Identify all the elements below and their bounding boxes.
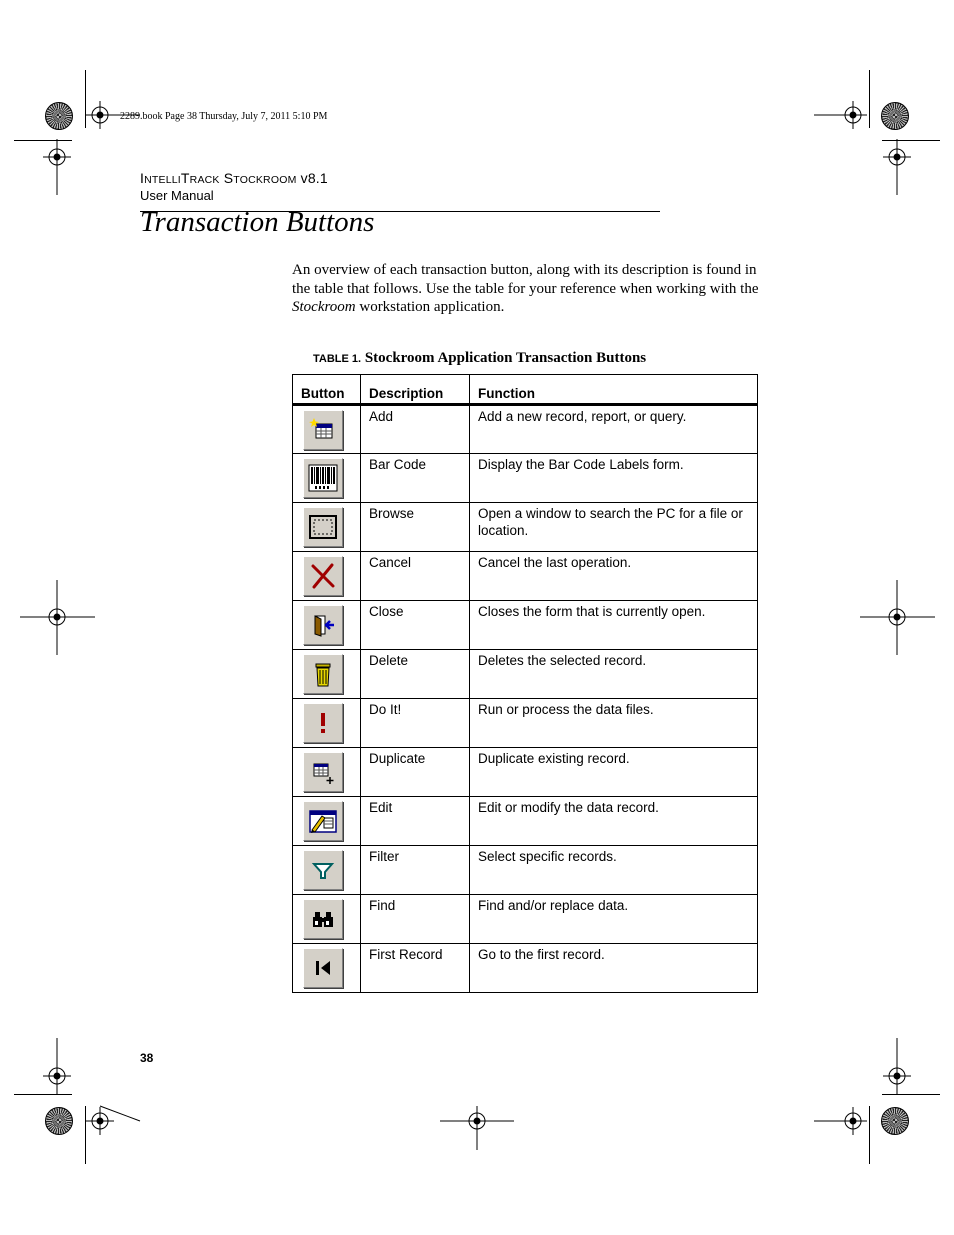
barcode-icon bbox=[303, 458, 343, 498]
table-row bbox=[293, 503, 758, 552]
cancel-icon bbox=[303, 556, 343, 596]
trash-can-icon bbox=[303, 654, 343, 694]
intro-paragraph: An overview of each transaction button, along with its description is found in the table that follows. Use the table for your reference when working with the Stockroom workstation application. bbox=[292, 262, 759, 315]
row-description: Bar Code bbox=[361, 454, 470, 503]
add-record-icon bbox=[303, 410, 343, 450]
transaction-buttons-table bbox=[292, 374, 758, 993]
first-record-icon bbox=[303, 948, 343, 988]
row-description: Do It! bbox=[361, 699, 470, 748]
row-function: Go to the first record. bbox=[470, 944, 758, 993]
row-function: Find and/or replace data. bbox=[470, 895, 758, 944]
row-description: Close bbox=[361, 601, 470, 650]
page-number: 38 bbox=[140, 1051, 154, 1065]
row-description: Cancel bbox=[361, 552, 470, 601]
row-function: Add a new record, report, or query. bbox=[470, 405, 758, 454]
table-row bbox=[293, 797, 758, 846]
table-caption: TABLE 1. Stockroom Application Transaction Buttons bbox=[313, 350, 647, 366]
row-function: Deletes the selected record. bbox=[470, 650, 758, 699]
row-function: Closes the form that is currently open. bbox=[470, 601, 758, 650]
row-description: Browse bbox=[361, 503, 470, 552]
table-row bbox=[293, 699, 758, 748]
table-row bbox=[293, 454, 758, 503]
column-header-function: Function bbox=[470, 375, 758, 405]
table-row bbox=[293, 650, 758, 699]
row-function: Cancel the last operation. bbox=[470, 552, 758, 601]
edit-pencil-icon bbox=[303, 801, 343, 841]
column-header-description: Description bbox=[361, 375, 470, 405]
close-door-icon bbox=[303, 605, 343, 645]
row-description: Duplicate bbox=[361, 748, 470, 797]
table-row bbox=[293, 748, 758, 797]
exclamation-icon bbox=[303, 703, 343, 743]
running-title: INTELLITRACK STOCKROOM v8.1 bbox=[140, 170, 328, 186]
row-description: Find bbox=[361, 895, 470, 944]
row-function: Select specific records. bbox=[470, 846, 758, 895]
table-header-row bbox=[293, 375, 758, 405]
browse-icon bbox=[303, 507, 343, 547]
page-title: Transaction Buttons bbox=[140, 206, 375, 238]
row-function: Open a window to search the PC for a file or location. bbox=[470, 503, 758, 552]
row-description: Delete bbox=[361, 650, 470, 699]
table-row bbox=[293, 846, 758, 895]
row-function: Edit or modify the data record. bbox=[470, 797, 758, 846]
table-row bbox=[293, 552, 758, 601]
row-description: Filter bbox=[361, 846, 470, 895]
row-description: Edit bbox=[361, 797, 470, 846]
row-description: Add bbox=[361, 405, 470, 454]
table-row bbox=[293, 601, 758, 650]
row-function: Duplicate existing record. bbox=[470, 748, 758, 797]
column-header-button: Button bbox=[293, 375, 361, 405]
row-function: Run or process the data files. bbox=[470, 699, 758, 748]
table-row bbox=[293, 895, 758, 944]
table-row bbox=[293, 944, 758, 993]
row-description: First Record bbox=[361, 944, 470, 993]
table-row bbox=[293, 405, 758, 454]
manual-subtitle: User Manual bbox=[140, 188, 214, 203]
binoculars-icon bbox=[303, 899, 343, 939]
funnel-icon bbox=[303, 850, 343, 890]
duplicate-icon bbox=[303, 752, 343, 792]
row-function: Display the Bar Code Labels form. bbox=[470, 454, 758, 503]
book-info: 2289.book Page 38 Thursday, July 7, 2011 5:10 PM bbox=[120, 111, 328, 122]
